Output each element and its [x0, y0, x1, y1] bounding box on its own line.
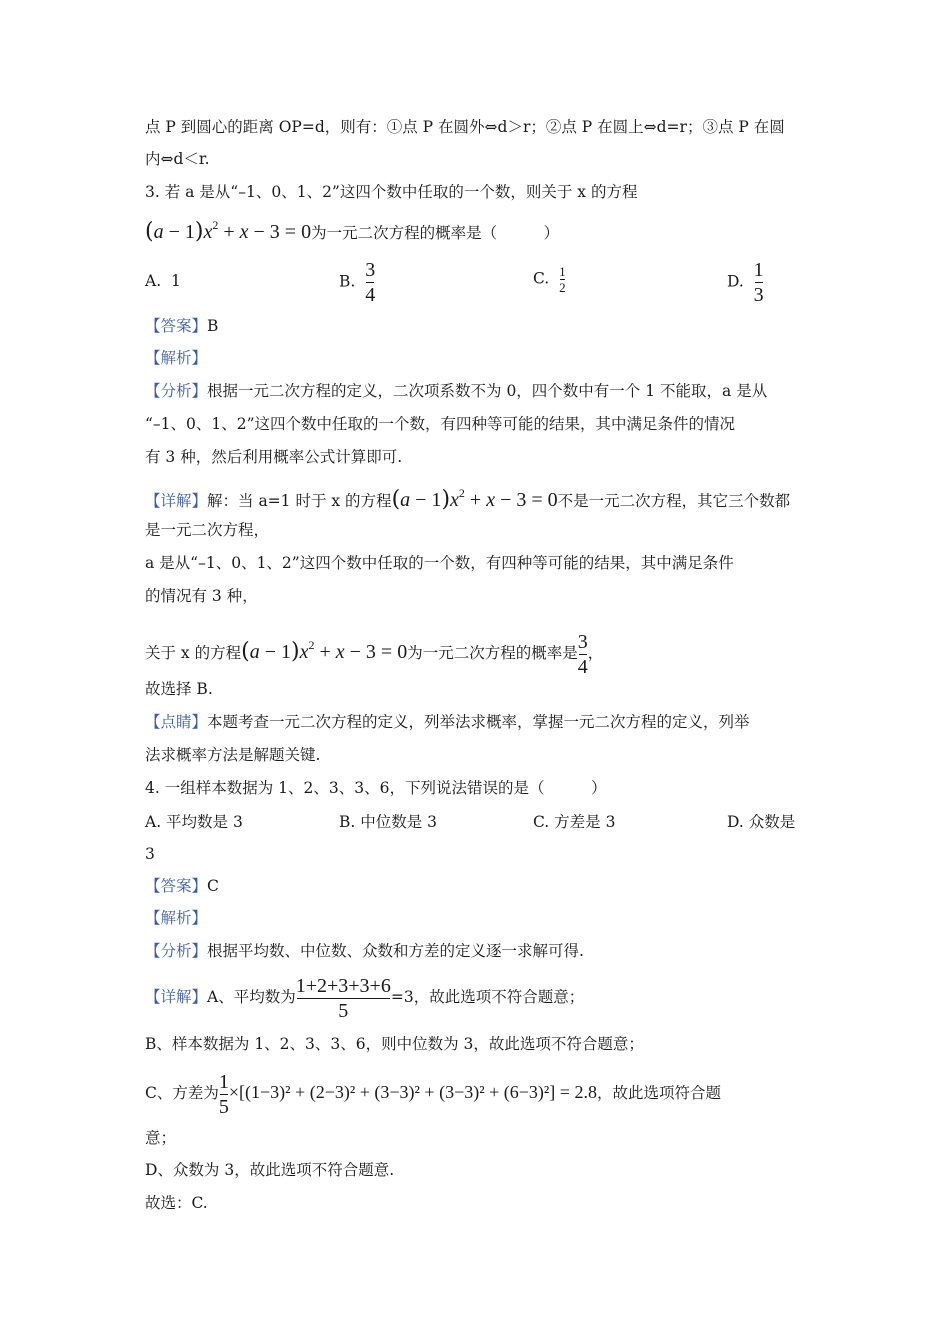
option-c-fraction — [559, 264, 566, 295]
q4-xiangjie-c — [145, 1067, 721, 1119]
option-d-label: D. — [727, 272, 744, 291]
q3-answer — [145, 315, 218, 337]
xiangjie-tag: 【详解】 — [145, 492, 208, 510]
intro-line-1: 点 P 到圆心的距离 OP=d，则有：①点 P 在圆外⇔d＞r；②点 P 在圆上⇔d=r；③点 P 在圆 — [145, 118, 785, 136]
q3-option-c — [533, 264, 566, 295]
fraction-numerator: 1+2+3+3+6 — [295, 974, 391, 997]
q3-stem-line-2 — [145, 214, 559, 244]
q3-option-b — [339, 258, 375, 307]
q3-fenxi-line-3: 有 3 种，然后利用概率公式计算即可. — [145, 448, 403, 466]
q3-option-d — [727, 258, 764, 307]
xiangjie-text: C、方差为 — [145, 1084, 219, 1102]
option-d-fraction — [754, 258, 764, 307]
fraction-denominator: 4 — [577, 655, 588, 678]
xiangjie-text: 关于 x 的方程 — [145, 644, 242, 662]
q3-xiangjie-line-2: 是一元二次方程， — [145, 521, 270, 539]
fraction-denominator: 2 — [559, 280, 566, 295]
answer-value: C — [207, 877, 219, 895]
q3-fenxi-line-2: “–1、0、1、2”这四个数中任取的一个数，有四种等可能的结果，其中满足条件的情况 — [145, 415, 736, 433]
dianjing-text: 本题考查一元二次方程的定义，列举法求概率，掌握一元二次方程的定义，列举 — [207, 713, 750, 731]
xiangjie-text: 解：当 a=1 时于 x 的方程 — [207, 492, 392, 510]
xiangjie-tag: 【详解】 — [145, 988, 208, 1006]
option-a-label: A. — [145, 272, 162, 290]
fraction-numerator: 3 — [577, 630, 588, 653]
fenxi-tag: 【分析】 — [145, 382, 208, 400]
q4-option-a: A. 平均数是 3 — [145, 813, 243, 831]
fraction-denominator: 5 — [338, 999, 349, 1022]
answer-tag: 【答案】 — [145, 317, 208, 335]
q3-dianjing-line-1 — [145, 711, 750, 733]
q4-xiangjie-d: D、众数为 3，故此选项不符合题意. — [145, 1161, 395, 1179]
xiangjie-text-tail: 不是一元二次方程，其它三个数都 — [557, 492, 791, 510]
fraction-denominator: 5 — [218, 1095, 229, 1118]
q3-equation-inline: $(a - 1)x^2 + x - 3 = 0$ — [391, 486, 558, 512]
answer-value: B — [207, 317, 219, 335]
fenxi-text: 根据平均数、中位数、众数和方差的定义逐一求解可得. — [207, 942, 584, 960]
q3-stem-line-1: 3. 若 a 是从“–1、0、1、2”这四个数中任取的一个数，则关于 x 的方程 — [145, 183, 638, 201]
answer-tag: 【答案】 — [145, 877, 208, 895]
mean-fraction — [296, 974, 391, 1023]
q4-xiangjie-c-cont: 意； — [145, 1129, 177, 1147]
variance-fraction — [219, 1070, 229, 1119]
q3-xiangjie-line-5 — [145, 620, 603, 679]
fraction-numerator: 1 — [753, 259, 764, 281]
q4-fenxi — [145, 940, 584, 962]
xiangjie-text: A、平均数为 — [207, 988, 296, 1006]
option-c-label: C. — [533, 269, 550, 288]
fenxi-text: 根据一元二次方程的定义，二次项系数不为 0，四个数中有一个 1 不能取，a 是从 — [207, 382, 768, 400]
xiangjie-text-tail: ，故此选项符合题 — [596, 1084, 721, 1102]
option-a-value: 1 — [170, 272, 181, 290]
q3-fenxi-line-1 — [145, 380, 767, 402]
fraction-numerator: 1 — [218, 1070, 229, 1093]
q3-dianjing-line-2: 法求概率方法是解题关键. — [145, 746, 321, 764]
fraction-numerator: 3 — [365, 259, 376, 281]
q4-analysis-tag: 【解析】 — [145, 909, 208, 927]
probability-fraction — [578, 630, 588, 679]
q4-option-b: B. 中位数是 3 — [339, 813, 438, 831]
fenxi-tag: 【分析】 — [145, 942, 208, 960]
fraction-denominator: 4 — [365, 284, 376, 306]
q3-xiangjie-line-4: 的情况有 3 种， — [145, 587, 258, 605]
q3-xiangjie-line-3: a 是从“–1、0、1、2”这四个数中任取的一个数，有四种等可能的结果，其中满足条件 — [145, 554, 734, 572]
q4-final: 故选：C. — [145, 1194, 208, 1212]
q4-answer — [145, 875, 219, 897]
fraction-numerator: 1 — [559, 264, 566, 279]
q3-stem-tail: 为一元二次方程的概率是（ ） — [311, 224, 560, 242]
variance-expression: ×[(1−3)² + (2−3)² + (3−3)² + (3−3)² + (6−3)²] = 2.8 — [228, 1082, 597, 1102]
xiangjie-text-tail: =3，故此选项不符合题意； — [390, 988, 585, 1006]
option-b-fraction — [365, 258, 375, 307]
q4-option-d-cont: 3 — [145, 845, 155, 863]
q4-stem: 4. 一组样本数据为 1、2、3、3、6，下列说法错误的是（ ） — [145, 779, 607, 797]
q3-analysis-tag: 【解析】 — [145, 349, 208, 367]
xiangjie-text-mid: 为一元二次方程的概率是 — [407, 644, 578, 662]
q4-xiangjie-b: B、样本数据为 1、2、3、3、6，则中位数为 3，故此选项不符合题意； — [145, 1035, 644, 1053]
q3-choose: 故选择 B. — [145, 680, 213, 698]
xiangjie-text-end: ， — [587, 644, 604, 662]
option-b-label: B. — [339, 272, 356, 291]
q4-option-c: C. 方差是 3 — [533, 813, 616, 831]
dianjing-tag: 【点睛】 — [145, 713, 208, 731]
intro-line-2: 内⇔d＜r. — [145, 150, 210, 168]
q4-xiangjie-a — [145, 972, 584, 1023]
fraction-denominator: 3 — [753, 284, 764, 306]
q3-xiangjie-line-1 — [145, 482, 790, 512]
q4-option-d: D. 众数是 — [727, 813, 796, 831]
q3-equation-inline-2: $(a - 1)x^2 + x - 3 = 0$ — [241, 638, 408, 664]
q3-equation: $(a - 1)x^2 + x - 3 = 0$ — [145, 218, 312, 244]
q3-option-a — [145, 270, 181, 292]
